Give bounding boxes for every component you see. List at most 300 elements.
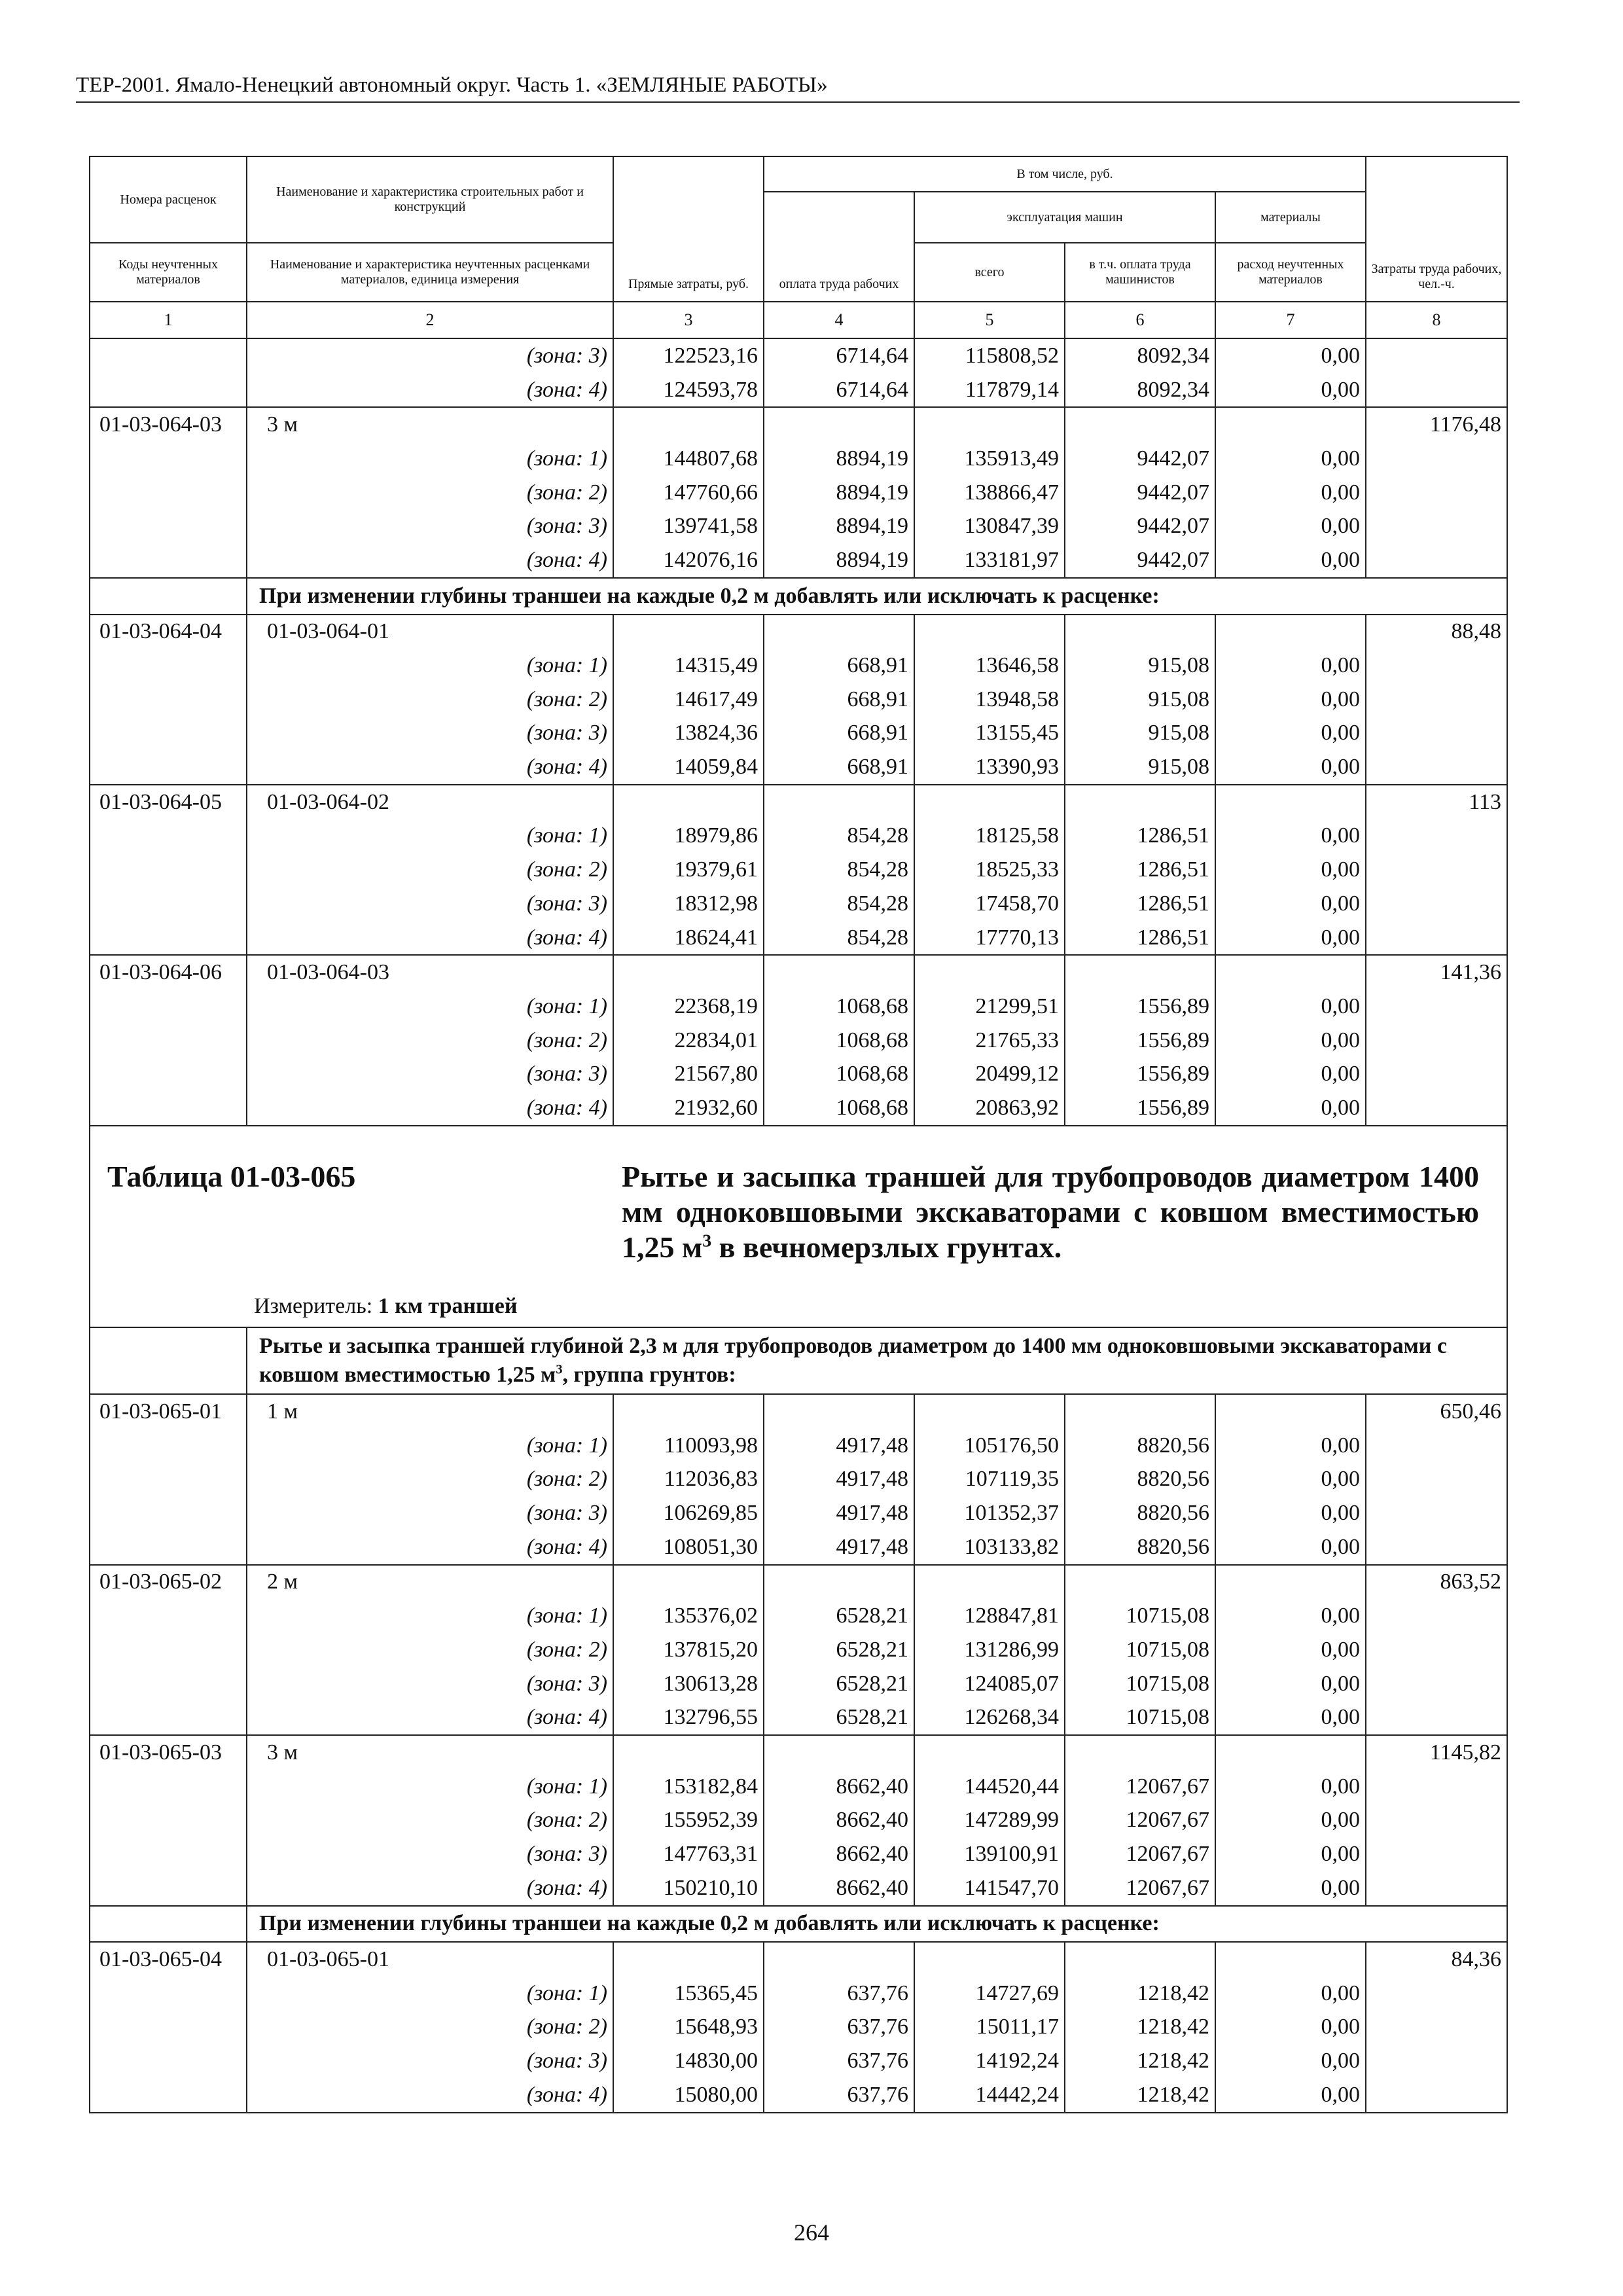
empty-cell	[914, 407, 1065, 442]
materials-usage: 0,00	[1215, 543, 1366, 578]
rate-header-row	[90, 1735, 1507, 1770]
machine-total: 135913,49	[914, 442, 1065, 476]
labor-cost: 863,52	[1366, 1565, 1507, 1600]
page-number: 264	[794, 2219, 829, 2246]
machine-total: 138866,47	[914, 476, 1065, 510]
empty-cell	[90, 819, 247, 853]
rate-header-row	[90, 785, 1507, 819]
machine-total: 130847,39	[914, 509, 1065, 543]
empty-cell	[764, 955, 914, 990]
machinist-pay: 1286,51	[1065, 819, 1215, 853]
rate-code: 01-03-064-05	[90, 785, 247, 819]
materials-usage: 0,00	[1215, 649, 1366, 683]
col-number: 3	[613, 302, 764, 338]
machine-total: 139100,91	[914, 1837, 1065, 1871]
zone-label: (зона: 2)	[247, 1024, 613, 1058]
materials-usage: 0,00	[1215, 1463, 1366, 1497]
empty-cell	[90, 990, 247, 1024]
machine-total: 15011,17	[914, 2011, 1065, 2045]
col2-bottom-header: Наименование и характеристика неучтенных расценками материалов, единица измерения	[247, 243, 613, 302]
empty-cell	[1366, 1770, 1507, 1804]
empty-cell	[914, 1942, 1065, 1977]
labor-cost: 141,36	[1366, 955, 1507, 990]
zone-row	[90, 1057, 1507, 1091]
empty-cell	[1366, 1633, 1507, 1667]
empty-cell	[1065, 1735, 1215, 1770]
worker-pay: 637,76	[764, 2011, 914, 2045]
machine-total: 14442,24	[914, 2078, 1065, 2113]
machine-total: 103133,82	[914, 1530, 1065, 1565]
machinist-pay: 8820,56	[1065, 1429, 1215, 1463]
empty-cell	[1366, 750, 1507, 785]
table-heading-row	[90, 1126, 1507, 1327]
direct-cost: 147760,66	[613, 476, 764, 510]
worker-pay: 4917,48	[764, 1429, 914, 1463]
group-header: В том числе, руб.	[764, 156, 1366, 192]
machine-total: 14192,24	[914, 2044, 1065, 2078]
empty-cell	[613, 1735, 764, 1770]
machinist-pay: 12067,67	[1065, 1803, 1215, 1837]
materials-usage: 0,00	[1215, 338, 1366, 373]
direct-cost: 14830,00	[613, 2044, 764, 2078]
zone-label: (зона: 3)	[247, 2044, 613, 2078]
empty-cell	[1215, 785, 1366, 819]
empty-cell	[1366, 1977, 1507, 2011]
rate-code: 01-03-065-01	[90, 1394, 247, 1429]
empty-cell	[914, 1735, 1065, 1770]
table-title-sup: 3	[702, 1230, 712, 1251]
machinist-pay: 9442,07	[1065, 476, 1215, 510]
machine-total: 20499,12	[914, 1057, 1065, 1091]
rate-header-row	[90, 615, 1507, 649]
empty-cell	[1366, 1871, 1507, 1906]
zone-label: (зона: 2)	[247, 2011, 613, 2045]
rate-name: 01-03-065-01	[247, 1942, 613, 1977]
machine-total: 13646,58	[914, 649, 1065, 683]
materials-usage: 0,00	[1215, 1633, 1366, 1667]
machine-total: 105176,50	[914, 1429, 1065, 1463]
col-number: 5	[914, 302, 1065, 338]
worker-pay: 668,91	[764, 717, 914, 751]
zone-label: (зона: 3)	[247, 338, 613, 373]
empty-cell	[1366, 2044, 1507, 2078]
labor-cost: 1145,82	[1366, 1735, 1507, 1770]
zone-label: (зона: 4)	[247, 1871, 613, 1906]
empty-cell	[90, 578, 247, 615]
machinist-pay: 9442,07	[1065, 442, 1215, 476]
empty-cell	[90, 476, 247, 510]
empty-cell	[613, 615, 764, 649]
worker-pay: 6528,21	[764, 1667, 914, 1701]
direct-cost: 142076,16	[613, 543, 764, 578]
zone-row	[90, 1977, 1507, 2011]
table-title-part: Рытье и засыпка траншей для трубопроводов диаметром 1400 мм одноковшовыми экскаваторами с ковшом вместимостью 1,25 м	[622, 1159, 1479, 1265]
worker-pay: 6714,64	[764, 373, 914, 408]
empty-cell	[1366, 1803, 1507, 1837]
zone-row	[90, 1429, 1507, 1463]
labor-cost: 113	[1366, 785, 1507, 819]
machinist-pay: 1286,51	[1065, 887, 1215, 921]
worker-pay: 4917,48	[764, 1496, 914, 1530]
zone-row	[90, 819, 1507, 853]
empty-cell	[90, 509, 247, 543]
materials-usage: 0,00	[1215, 1803, 1366, 1837]
zone-row	[90, 2078, 1507, 2113]
empty-cell	[1366, 1024, 1507, 1058]
machinist-pay: 9442,07	[1065, 543, 1215, 578]
rates-table	[89, 156, 1508, 2113]
materials-usage: 0,00	[1215, 1667, 1366, 1701]
empty-cell	[90, 649, 247, 683]
empty-cell	[764, 615, 914, 649]
zone-label: (зона: 2)	[247, 1803, 613, 1837]
direct-cost: 108051,30	[613, 1530, 764, 1565]
zone-label: (зона: 3)	[247, 1667, 613, 1701]
worker-pay: 854,28	[764, 819, 914, 853]
empty-cell	[1215, 1735, 1366, 1770]
empty-cell	[613, 1394, 764, 1429]
materials-usage: 0,00	[1215, 1837, 1366, 1871]
depth-note-row	[90, 1906, 1507, 1943]
rate-header-row	[90, 955, 1507, 990]
rate-header-row	[90, 407, 1507, 442]
machine-total: 133181,97	[914, 543, 1065, 578]
direct-cost: 14059,84	[613, 750, 764, 785]
zone-label: (зона: 4)	[247, 373, 613, 408]
materials-usage: 0,00	[1215, 509, 1366, 543]
work-description-part: Рытье и засыпка траншей глубиной 2,3 м для трубопроводов диаметром до 1400 мм одноковшовыми экскаваторами с ковшом вместимостью 1,25 м	[259, 1333, 1447, 1387]
col-number: 8	[1366, 302, 1507, 338]
empty-cell	[90, 1496, 247, 1530]
empty-cell	[1215, 955, 1366, 990]
direct-cost: 19379,61	[613, 853, 764, 887]
materials-usage: 0,00	[1215, 373, 1366, 408]
empty-cell	[90, 1803, 247, 1837]
zone-row	[90, 1599, 1507, 1633]
zone-row	[90, 853, 1507, 887]
empty-cell	[90, 1091, 247, 1126]
worker-pay: 668,91	[764, 683, 914, 717]
empty-cell	[613, 1565, 764, 1600]
machinist-pay: 1218,42	[1065, 1977, 1215, 2011]
machinist-pay: 8820,56	[1065, 1530, 1215, 1565]
column-numbers-row	[90, 302, 1507, 338]
machine-total: 117879,14	[914, 373, 1065, 408]
zone-row	[90, 1633, 1507, 1667]
worker-pay: 8894,19	[764, 476, 914, 510]
work-description-row	[90, 1327, 1507, 1394]
machinist-pay: 1286,51	[1065, 921, 1215, 956]
direct-cost: 147763,31	[613, 1837, 764, 1871]
empty-cell	[1366, 2078, 1507, 2113]
worker-pay: 637,76	[764, 1977, 914, 2011]
empty-cell	[1215, 1942, 1366, 1977]
materials-header: материалы	[1215, 192, 1366, 243]
machine-total: 21299,51	[914, 990, 1065, 1024]
col-number: 6	[1065, 302, 1215, 338]
direct-cost: 22834,01	[613, 1024, 764, 1058]
zone-label: (зона: 4)	[247, 1700, 613, 1735]
materials-usage: 0,00	[1215, 717, 1366, 751]
empty-cell	[1366, 921, 1507, 956]
machinist-pay: 12067,67	[1065, 1871, 1215, 1906]
empty-cell	[90, 1429, 247, 1463]
table-label: Таблица 01-03-065	[107, 1159, 356, 1193]
col5-header: всего	[914, 243, 1065, 302]
empty-cell	[90, 1700, 247, 1735]
empty-cell	[90, 1633, 247, 1667]
materials-usage: 0,00	[1215, 1599, 1366, 1633]
empty-cell	[764, 785, 914, 819]
empty-cell	[1366, 1700, 1507, 1735]
empty-cell	[1366, 543, 1507, 578]
zone-row	[90, 1803, 1507, 1837]
direct-cost: 122523,16	[613, 338, 764, 373]
machinist-pay: 1218,42	[1065, 2078, 1215, 2113]
machinist-pay: 1286,51	[1065, 853, 1215, 887]
worker-pay: 6528,21	[764, 1700, 914, 1735]
zone-row	[90, 1770, 1507, 1804]
empty-cell	[914, 615, 1065, 649]
empty-cell	[1215, 615, 1366, 649]
empty-cell	[1366, 649, 1507, 683]
zone-label: (зона: 3)	[247, 1057, 613, 1091]
empty-cell	[1366, 476, 1507, 510]
materials-usage: 0,00	[1215, 1530, 1366, 1565]
empty-cell	[1366, 442, 1507, 476]
col8-header: Затраты труда рабочих, чел.-ч.	[1366, 156, 1507, 302]
zone-row	[90, 2011, 1507, 2045]
machinist-pay: 8092,34	[1065, 338, 1215, 373]
empty-cell	[613, 407, 764, 442]
rate-code: 01-03-064-06	[90, 955, 247, 990]
machine-total: 128847,81	[914, 1599, 1065, 1633]
zone-row	[90, 1530, 1507, 1565]
zone-label: (зона: 1)	[247, 1429, 613, 1463]
zone-label: (зона: 4)	[247, 1091, 613, 1126]
meter-label: Измеритель:	[254, 1293, 378, 1318]
empty-cell	[1065, 1394, 1215, 1429]
empty-cell	[1065, 615, 1215, 649]
direct-cost: 18979,86	[613, 819, 764, 853]
empty-cell	[764, 1565, 914, 1600]
rate-name: 1 м	[247, 1394, 613, 1429]
empty-cell	[90, 717, 247, 751]
empty-cell	[613, 1942, 764, 1977]
worker-pay: 8662,40	[764, 1803, 914, 1837]
zone-label: (зона: 2)	[247, 1633, 613, 1667]
empty-cell	[1366, 1057, 1507, 1091]
zone-label: (зона: 1)	[247, 442, 613, 476]
materials-usage: 0,00	[1215, 1496, 1366, 1530]
zone-row	[90, 990, 1507, 1024]
zone-label: (зона: 4)	[247, 2078, 613, 2113]
rate-code: 01-03-064-03	[90, 407, 247, 442]
empty-cell	[90, 338, 247, 373]
empty-cell	[1366, 1429, 1507, 1463]
empty-cell	[1366, 338, 1507, 373]
machinist-pay: 1556,89	[1065, 1091, 1215, 1126]
empty-cell	[90, 373, 247, 408]
zone-label: (зона: 1)	[247, 1599, 613, 1633]
worker-pay: 854,28	[764, 921, 914, 956]
zone-label: (зона: 3)	[247, 509, 613, 543]
materials-usage: 0,00	[1215, 476, 1366, 510]
machine-total: 126268,34	[914, 1700, 1065, 1735]
zone-row	[90, 1700, 1507, 1735]
machinist-pay: 1556,89	[1065, 1057, 1215, 1091]
materials-usage: 0,00	[1215, 887, 1366, 921]
depth-note-row	[90, 578, 1507, 615]
worker-pay: 4917,48	[764, 1463, 914, 1497]
direct-cost: 14315,49	[613, 649, 764, 683]
labor-cost: 650,46	[1366, 1394, 1507, 1429]
empty-cell	[1366, 853, 1507, 887]
depth-note-text: При изменении глубины траншеи на каждые 0,2 м добавлять или исключать к расценке:	[247, 1906, 1507, 1943]
zone-label: (зона: 2)	[247, 683, 613, 717]
empty-cell	[90, 1327, 247, 1394]
direct-cost: 135376,02	[613, 1599, 764, 1633]
empty-cell	[90, 750, 247, 785]
zone-row	[90, 509, 1507, 543]
direct-cost: 18312,98	[613, 887, 764, 921]
empty-cell	[1366, 2011, 1507, 2045]
zone-label: (зона: 4)	[247, 921, 613, 956]
empty-cell	[1366, 1463, 1507, 1497]
empty-cell	[613, 785, 764, 819]
col-number: 7	[1215, 302, 1366, 338]
work-description	[247, 1327, 1507, 1394]
rate-header-row	[90, 1565, 1507, 1600]
empty-cell	[90, 1667, 247, 1701]
work-description-part: , группа грунтов:	[562, 1363, 736, 1387]
table-title-part: в вечномерзлых грунтах.	[711, 1230, 1062, 1265]
zone-row	[90, 338, 1507, 373]
machinist-pay: 915,08	[1065, 649, 1215, 683]
worker-pay: 637,76	[764, 2044, 914, 2078]
rate-code: 01-03-065-04	[90, 1942, 247, 1977]
machine-total: 21765,33	[914, 1024, 1065, 1058]
zone-label: (зона: 1)	[247, 1770, 613, 1804]
direct-cost: 153182,84	[613, 1770, 764, 1804]
zone-label: (зона: 3)	[247, 1496, 613, 1530]
empty-cell	[90, 442, 247, 476]
empty-cell	[914, 1394, 1065, 1429]
empty-cell	[1215, 407, 1366, 442]
machinist-pay: 915,08	[1065, 717, 1215, 751]
machine-total: 18125,58	[914, 819, 1065, 853]
empty-cell	[90, 1977, 247, 2011]
empty-cell	[1065, 785, 1215, 819]
direct-cost: 15648,93	[613, 2011, 764, 2045]
empty-cell	[90, 1837, 247, 1871]
zone-label: (зона: 1)	[247, 819, 613, 853]
col-number: 1	[90, 302, 247, 338]
col6-header: в т.ч. оплата труда машинистов	[1065, 243, 1215, 302]
zone-row	[90, 1463, 1507, 1497]
machine-total: 107119,35	[914, 1463, 1065, 1497]
empty-cell	[90, 1599, 247, 1633]
empty-cell	[90, 2044, 247, 2078]
empty-cell	[764, 1735, 914, 1770]
zone-label: (зона: 4)	[247, 750, 613, 785]
empty-cell	[764, 1394, 914, 1429]
empty-cell	[1366, 887, 1507, 921]
direct-cost: 110093,98	[613, 1429, 764, 1463]
empty-cell	[1366, 1496, 1507, 1530]
col-number: 4	[764, 302, 914, 338]
machinist-pay: 10715,08	[1065, 1599, 1215, 1633]
machine-total: 17770,13	[914, 921, 1065, 956]
empty-cell	[1366, 1599, 1507, 1633]
empty-cell	[90, 2078, 247, 2113]
zone-label: (зона: 3)	[247, 717, 613, 751]
empty-cell	[914, 785, 1065, 819]
worker-pay: 8894,19	[764, 543, 914, 578]
machine-total: 115808,52	[914, 338, 1065, 373]
direct-cost: 139741,58	[613, 509, 764, 543]
worker-pay: 1068,68	[764, 1091, 914, 1126]
document-header: ТЕР-2001. Ямало-Ненецкий автономный округ. Часть 1. «ЗЕМЛЯНЫЕ РАБОТЫ»	[76, 73, 1520, 103]
zone-label: (зона: 1)	[247, 990, 613, 1024]
machine-total: 13390,93	[914, 750, 1065, 785]
worker-pay: 1068,68	[764, 1057, 914, 1091]
empty-cell	[90, 683, 247, 717]
worker-pay: 8662,40	[764, 1871, 914, 1906]
direct-cost: 21567,80	[613, 1057, 764, 1091]
zone-row	[90, 1837, 1507, 1871]
materials-usage: 0,00	[1215, 1091, 1366, 1126]
zone-row	[90, 1091, 1507, 1126]
col4-header: оплата труда рабочих	[764, 192, 914, 302]
header-row-1	[90, 156, 1507, 192]
empty-cell	[1215, 1394, 1366, 1429]
table-meter	[254, 1294, 517, 1319]
col7-header: расход неучтенных материалов	[1215, 243, 1366, 302]
zone-row	[90, 887, 1507, 921]
empty-cell	[764, 407, 914, 442]
worker-pay: 6528,21	[764, 1599, 914, 1633]
rate-name: 3 м	[247, 1735, 613, 1770]
rate-name: 2 м	[247, 1565, 613, 1600]
empty-cell	[1366, 1667, 1507, 1701]
machine-total: 17458,70	[914, 887, 1065, 921]
empty-cell	[1065, 955, 1215, 990]
empty-cell	[90, 1057, 247, 1091]
machinist-pay: 10715,08	[1065, 1633, 1215, 1667]
direct-cost: 22368,19	[613, 990, 764, 1024]
empty-cell	[1366, 990, 1507, 1024]
direct-cost: 106269,85	[613, 1496, 764, 1530]
direct-cost: 112036,83	[613, 1463, 764, 1497]
direct-cost: 150210,10	[613, 1871, 764, 1906]
direct-cost: 155952,39	[613, 1803, 764, 1837]
materials-usage: 0,00	[1215, 853, 1366, 887]
machine-total: 13948,58	[914, 683, 1065, 717]
materials-usage: 0,00	[1215, 1057, 1366, 1091]
zone-row	[90, 543, 1507, 578]
zone-row	[90, 683, 1507, 717]
empty-cell	[90, 887, 247, 921]
zone-row	[90, 1871, 1507, 1906]
worker-pay: 668,91	[764, 750, 914, 785]
empty-cell	[1366, 717, 1507, 751]
machinist-pay: 12067,67	[1065, 1837, 1215, 1871]
empty-cell	[764, 1942, 914, 1977]
zone-row	[90, 649, 1507, 683]
materials-usage: 0,00	[1215, 921, 1366, 956]
machine-total: 18525,33	[914, 853, 1065, 887]
